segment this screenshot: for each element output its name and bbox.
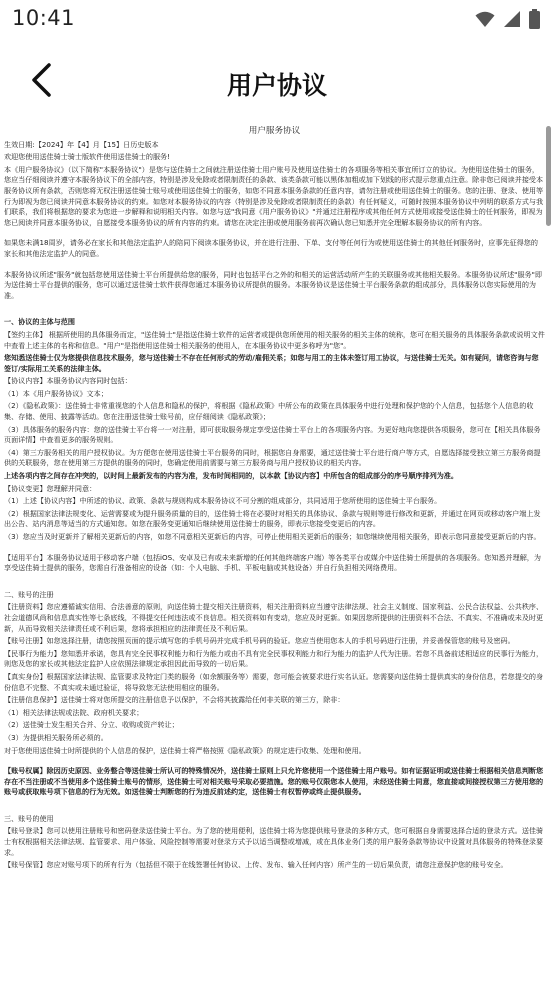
paragraph: 【注册信息保护】送佳骑士将对您所提交的注册信息予以保护，不会将其披露给任何非关联的第三方，除非： (4, 695, 345, 705)
paragraph: 【账号权属】除因历史原因、业务整合等送佳骑士所认可的特殊情况外，送佳骑士原则上只允许您使用一个送佳骑士用户账号。如有证据证明或送佳骑士根据相关信息判断您存在不当注册或不当使用多个送佳骑士账号的情形，送佳骑士可对相关账号采取必要措施。您的账号仅限您本人使用，未经送佳骑士同意，您直接或间接授权第三方使用您的账号或获取账号项下信息的行为无效。如送佳骑士判断您的行为违反前述约定，送佳骑士有权暂停或终止提供服务。 (4, 766, 544, 797)
paragraph: 如果您未满18周岁，请务必在家长和其他法定监护人的陪同下阅读本服务协议，并在进行注册、下单、支付等任何行为或使用送佳骑士的其他任何服务时，应事先征得您的家长和其他法定监护人的同意。 (4, 238, 538, 258)
paragraph: 本《用户服务协议》（以下简称"本服务协议"）是您与送佳骑士之间就注册送佳骑士用户账号及使用送佳骑士的各项服务等相关事宜所订立的协议。为使用送佳骑士的服务，您应当仔细阅读并遵守本服务协议下的全部内容，特别是涉及免除或者限制责任的条款、该类条款可能以黑体加粗或加下划线的形式提示您重点注意。除非您已阅读并接受本服务协议所有条款，否则您将无权注册送佳骑士账号或使用送佳骑士的服务，如您不同意本服务条款的任意内容，请勿注册或使用送佳骑士的服务。您的注册、登录、使用等行为即视为您已阅读并同意本服务协议的约束。如您对本服务协议的内容（特别是涉及免除或者限制责任的条款）有任何疑义，可随时按照本服务协议中列明的联系方式与我们联系，我们将根据您的要求为您进一步解释和说明相关内容。如您与送"我同意《用户服务协议》"并通过注册程序或其他任何方式使用或接受送佳骑士的任何服务，即视为您已阅读并同意本服务协议，自愿接受本服务协议的所有内容的约束。请您在决定注册或使用服务前再次确认您已知悉并完全理解本服务协议的所有内容。 (4, 164, 544, 227)
battery-icon (529, 9, 540, 29)
wifi-icon (475, 10, 495, 28)
paragraph: 【账号注册】如您选择注册，请您按照页面的提示填写您的手机号码并完成手机号码的验证。您应当使用您本人的手机号码进行注册，并妥善保管您的账号及密码。 (4, 636, 515, 646)
status-bar (0, 0, 554, 40)
paragraph: 【协议变更】您理解并同意： (4, 483, 97, 493)
paragraph: （1）本《用户服务协议》文本； (4, 388, 108, 398)
agreement-document[interactable] (4, 126, 545, 984)
paragraph: 上述各项内容之间存在冲突的，以时间上最新发布的内容为准，发布时间相同的，以本款【协议内容】中所包含的组成部分的序号顺序排列为准。 (4, 471, 458, 481)
effective-date: 生效日期:【2024】年【4】月【15】日历史版本 (4, 139, 159, 149)
paragraph: （2）送佳骑士发生相关合并、分立、收购或资产转让； (4, 720, 179, 730)
paragraph: 【协议内容】本服务协议内容同时包括： (4, 376, 132, 386)
status-icons (475, 9, 540, 29)
doc-title: 用户服务协议 (248, 126, 301, 136)
paragraph: 【适用平台】本服务协议适用于移动客户端（包括iOS、安卓及已有或未来新增的任何其他终端客户端）等各类平台或媒介中送佳骑士所提供的各项服务。您知悉并理解，为享受送佳骑士提供的服务，您需自行准备相应的设备（如：个人电脑、手机、平板电脑或其他设备）并自行负担相关网络费用。 (4, 552, 541, 573)
paragraph: （4）第三方服务相关的用户授权协议。为方便您在使用送佳骑士平台服务的同时，根据您自身需要，通过送佳骑士平台进行商户等方式，自愿选择接受独立第三方服务商提供的关联服务，您在使用第三方提供的服务的同时，您确定使用前需要与第三方服务商与用户授权协议的相关内容。 (4, 447, 541, 468)
paragraph: 【真实身份】根据国家法律法规、监管要求及特定门类的服务（如余额服务等）需要，您可能会被要求进行实名认证。您需要向送佳骑士提供真实的身份信息，若您提交的身份信息不完整、不真实或未通过验证，将导致您无法使用相应的服务。 (4, 671, 544, 692)
section-heading: 一、协议的主体与范围 (4, 317, 75, 327)
section-heading: 三、账号的使用 (4, 813, 54, 823)
paragraph: （2）《隐私政策》：送佳骑士非常重视您的个人信息和隐私的保护，将根据《隐私政策》中所公布的政策在具体服务中进行处理和保护您的个人信息，包括您个人信息的收集、存储、使用、披露等活动。您在注册送佳骑士账号前，应仔细阅读《隐私政策》； (4, 401, 534, 422)
paragraph: 【签约主体】 根据所使用的具体服务而定，"送佳骑士"是指送佳骑士软件的运营者或提供您所使用的相关服务的相关主体的统称，您可在相关服务的具体服务条款或说明文件中查看上述主体的名称和信息。"用户"是指使用送佳骑士相关服务的使用人，在本服务协议中更多称呼为"您"。 (4, 329, 545, 350)
page-title: 用户协议 (226, 71, 327, 100)
paragraph: 【注册资料】您应遵循诚实信用、合法善意的原则，向送佳骑士提交相关注册资料，相关注册资料应当遵守法律法规、社会主义制度、国家利益、公民合法权益、公共秩序、社会道德风尚和信息真实性等七条底线，不得提交任何违法或不良信息。相关资料如有变动，您应及时更新。如果因您所提供的注册资料不合法、不真实、不准确或未及时更新，从而导致相关法律责任或不利后果，您将承担相应的法律责任及不利后果。 (4, 602, 544, 633)
paragraph: 本服务协议所述"服务"就包括您使用送佳骑士平台所提供给您的服务，同时也包括平台之外的和相关的运营活动所产生的关联服务或其他相关服务。本服务协议所述"服务"即为送佳骑士平台提供的服务，您可以通过送佳骑士软件获得您通过本服务协议所提供的服务。本服务协议是送佳骑士平台服务条款的组成部分，具体服务以您实际使用的为准。 (4, 269, 542, 300)
paragraph: （1）相关法律法规或法院、政府机关要求； (4, 707, 144, 717)
paragraph: （3）为提供相关服务所必须的。 (4, 732, 108, 742)
paragraph: （1）上述【协议内容】中所述的协议、政策、条款与规则构成本服务协议不可分割的组成部分，共同适用于您所使用的送佳骑士平台服务。 (4, 496, 442, 506)
paragraph: 【账号登录】您可以使用注册账号和密码登录送佳骑士平台。为了您的使用便利，送佳骑士将为您提供账号登录的多种方式，您可根据自身需要选择合适的登录方式。送佳骑士有权根据相关法律法规、监管要求、用户体验、风险控制等需要对登录方式予以适当调整或增减，或在具体业务门类的用户服务条款等协议中设置对具体服务的特殊登录要求。 (4, 826, 544, 857)
paragraph: （3）具体服务的服务内容：您的送佳骑士平台将一一对注册，即可获取服务规定享受送佳骑士平台上的各项服务内容。为更好地向您提供各项服务，您可在【相关具体服务页面详情】中查看更多的服务规则。 (4, 424, 541, 445)
app-header (0, 44, 554, 118)
section-heading: 二、账号的注册 (4, 589, 54, 599)
scrollbar[interactable] (546, 126, 551, 226)
status-time: 10:41 (12, 6, 76, 30)
paragraph: 您知悉送佳骑士仅为您提供信息技术服务，您与送佳骑士不存在任何形式的劳动/雇佣关系；如您与用工的主体未签订用工协议，与送佳骑士无关。如有疑问，请您咨询与您签订/实际用工关系的法律主体。 (4, 353, 539, 373)
paragraph: （2）根据国家法律法规变化、运营需要或为提升服务质量的目的，送佳骑士将在必要时对相关的具体协议、条款与规则等进行修改和更新，并通过在网页或移动客户端上发出公告、站内消息等适当的方式通知您。如您在服务变更通知后继续使用送佳骑士的服务，即表示您接受变更后的内容。 (4, 508, 541, 529)
paragraph: 【账号保管】您应对账号项下的所有行为（包括但不限于在线签署任何协议、上传、发布、输入任何内容）所产生的一切后果负责，请您注意保护您的账号安全。 (4, 860, 508, 870)
paragraph: （3）您应当及时更新并了解相关更新后的内容，如您不同意相关更新后的内容，可停止使用相关更新后的服务；如您继续使用相关服务，即表示您同意接受更新后的内容。 (4, 532, 541, 541)
signal-icon (503, 10, 521, 28)
paragraph: 欢迎您使用送佳骑士骑士版软件使用送佳骑士的服务! (4, 152, 170, 162)
paragraph: 【民事行为能力】您知悉并承诺，您具有完全民事权利能力和行为能力或由不具有完全民事权利能力和行为能力的监护人代为注册。若您不具备前述相适应的民事行为能力，则您及您的家长或其他法定监护人应依照法律规定承担因此而导致的一切后果。 (4, 648, 544, 669)
paragraph: 对于您使用送佳骑士时所提供的个人信息的保护，送佳骑士将严格按照《隐私政策》的规定进行收集、处理和使用。 (4, 745, 366, 755)
